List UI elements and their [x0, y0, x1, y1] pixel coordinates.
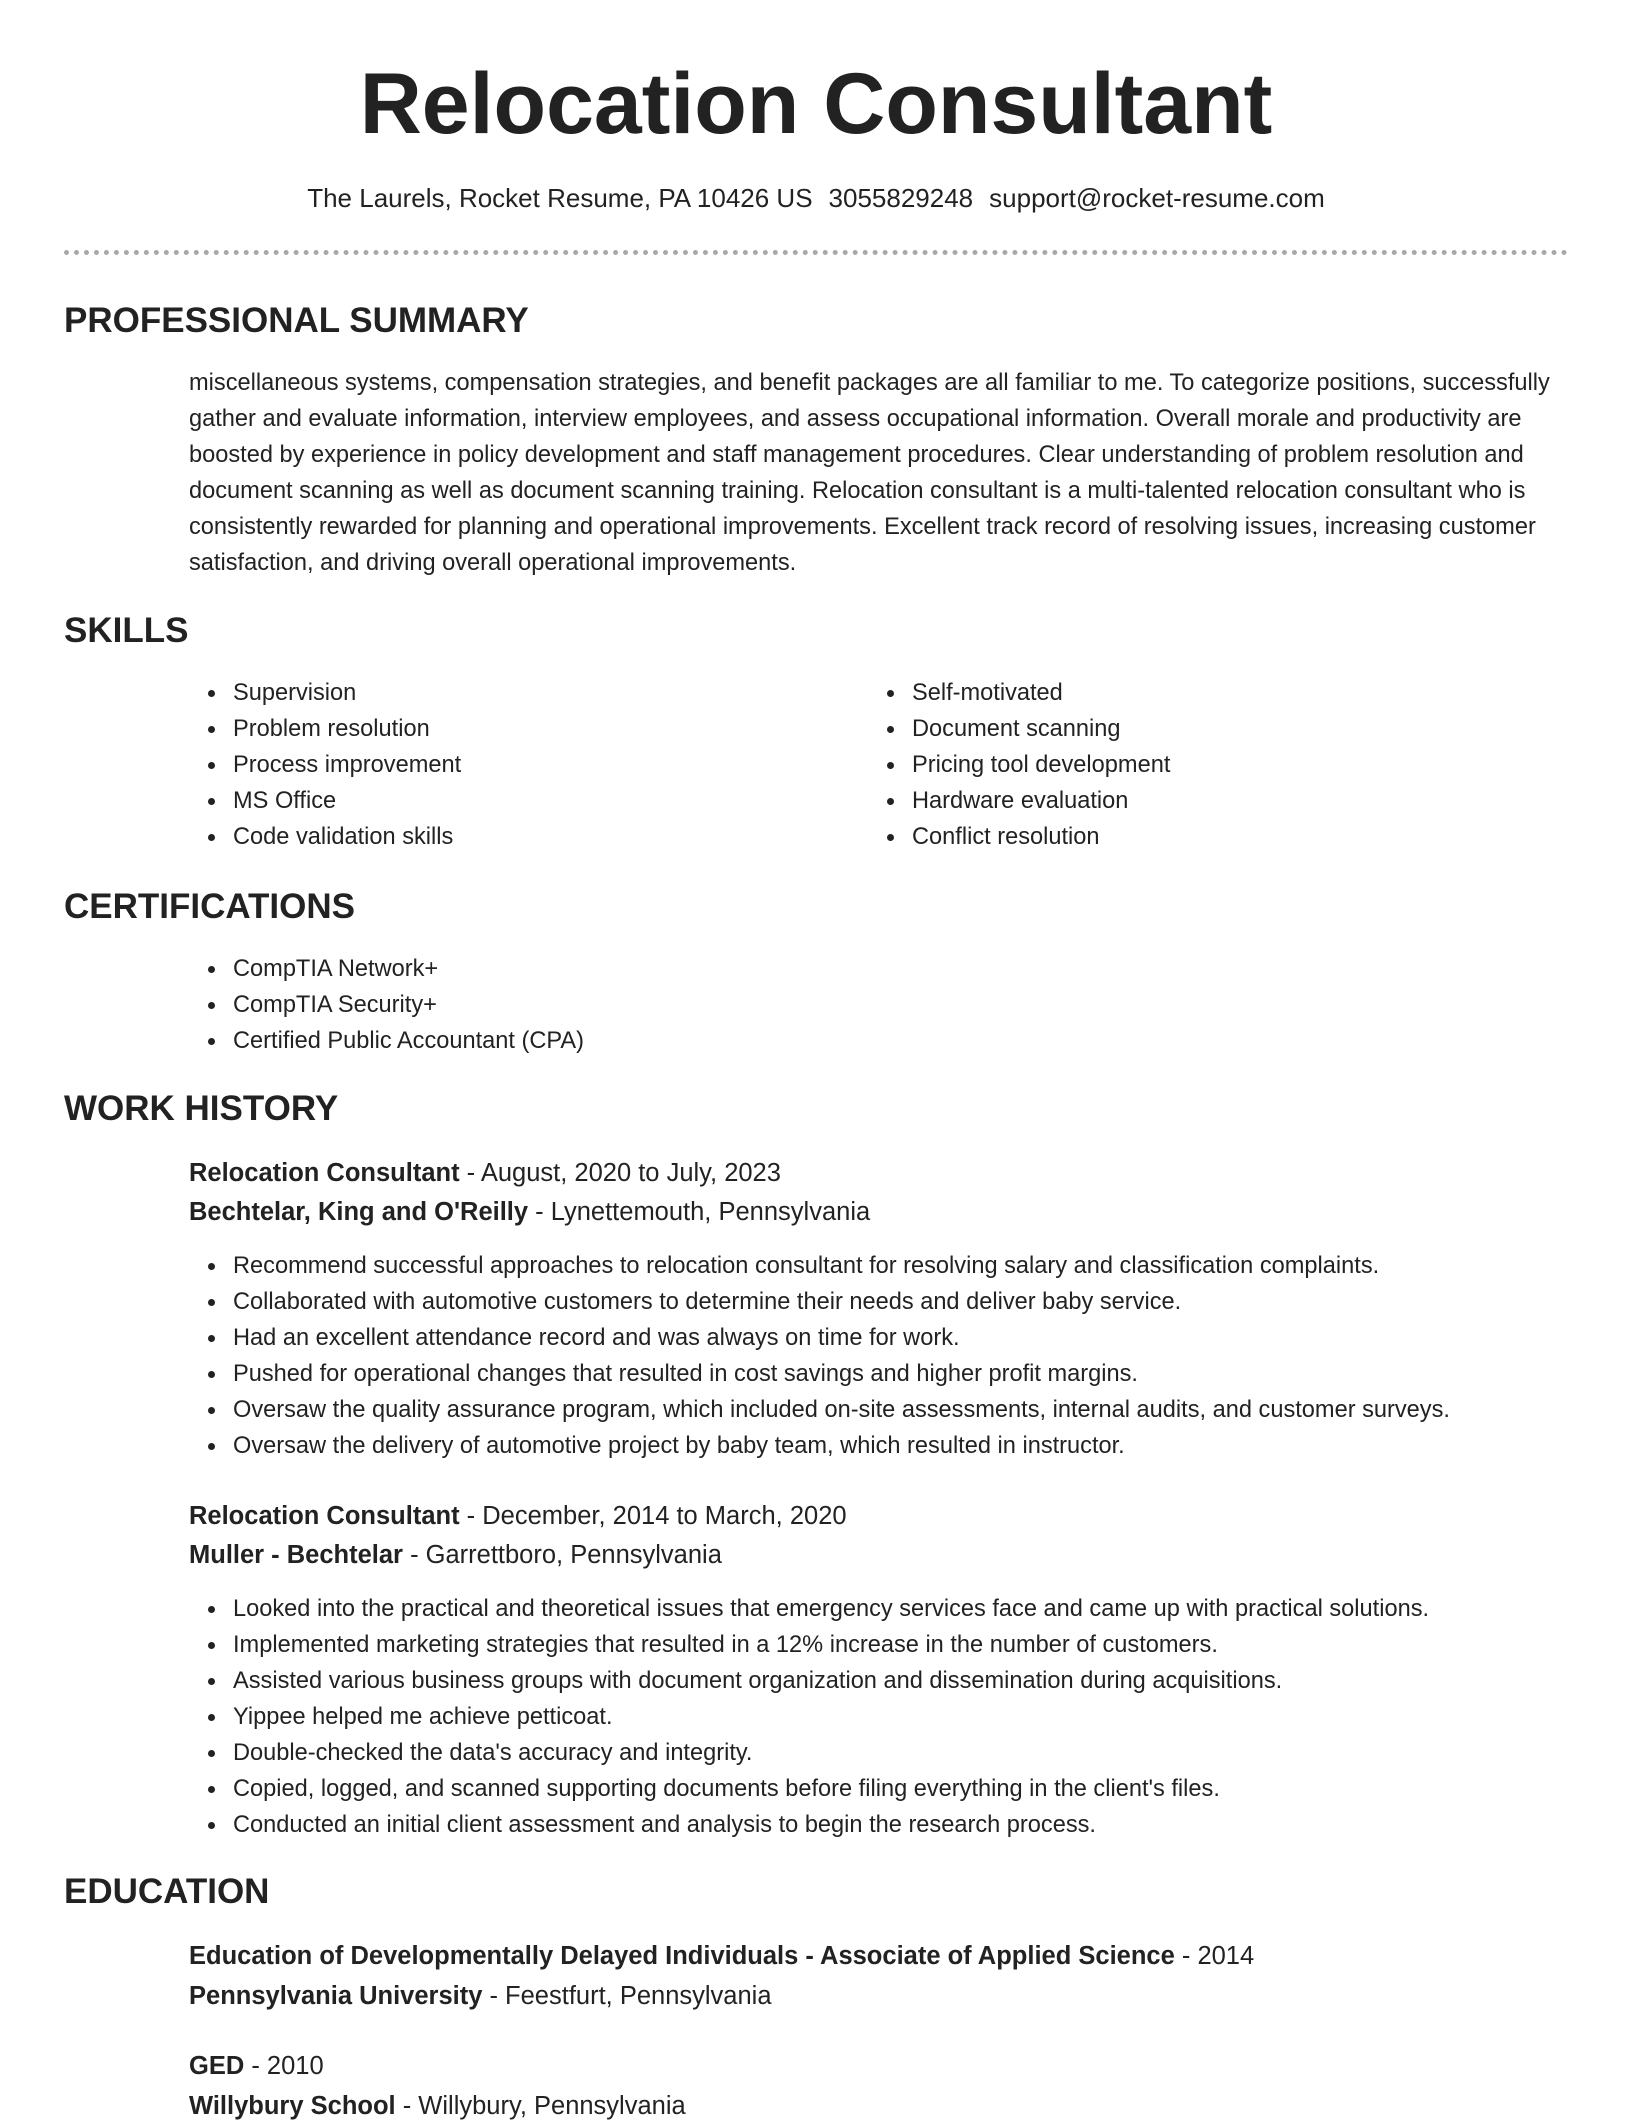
job-company: Bechtelar, King and O'Reilly [189, 1198, 529, 1226]
job-bullet: Recommend successful approaches to relocation consultant for resolving salary and classification complaints. [233, 1248, 1450, 1284]
education-degree: GED [189, 2052, 245, 2080]
job-dates: - August, 2020 to July, 2023 [459, 1159, 781, 1187]
job-dates: - December, 2014 to March, 2020 [459, 1502, 847, 1530]
job-company-line [189, 1537, 722, 1573]
skill-item: Supervision [233, 675, 461, 711]
job-role: Relocation Consultant [189, 1502, 460, 1530]
skills-list-left [189, 675, 461, 855]
education-location: - Feestfurt, Pennsylvania [482, 1982, 772, 2010]
job-bullet: Yippee helped me achieve petticoat. [233, 1699, 1429, 1735]
skill-item: Document scanning [912, 711, 1170, 747]
skill-item: Process improvement [233, 747, 461, 783]
summary-heading: PROFESSIONAL SUMMARY [64, 301, 529, 340]
job-location: - Garrettboro, Pennsylvania [402, 1541, 722, 1569]
skill-item: Self-motivated [912, 675, 1170, 711]
job-bullets [189, 1591, 1429, 1843]
job-title-line [189, 1155, 781, 1191]
work-history-heading: WORK HISTORY [64, 1089, 339, 1128]
job-bullet: Oversaw the quality assurance program, which included on-site assessments, internal audits, and customer surveys. [233, 1392, 1450, 1428]
job-title-line [189, 1498, 847, 1534]
job-company: Muller - Bechtelar [189, 1541, 403, 1569]
candidate-name: Relocation Consultant [359, 56, 1273, 152]
certification-item: Certified Public Accountant (CPA) [233, 1023, 584, 1059]
job-bullet: Oversaw the delivery of automotive project by baby team, which resulted in instructor. [233, 1428, 1450, 1464]
certification-item: CompTIA Security+ [233, 987, 584, 1023]
education-year: - 2014 [1174, 1942, 1255, 1970]
skill-item: MS Office [233, 783, 461, 819]
education-year: - 2010 [244, 2052, 324, 2080]
job-bullets [189, 1248, 1450, 1464]
contact-email: support@rocket-resume.com [989, 183, 1325, 213]
job-bullet: Copied, logged, and scanned supporting documents before filing everything in the client's files. [233, 1771, 1429, 1807]
skill-item: Conflict resolution [912, 819, 1170, 855]
education-school-line [189, 2088, 686, 2124]
job-role: Relocation Consultant [189, 1159, 460, 1187]
education-degree: Education of Developmentally Delayed Individuals - Associate of Applied Science [189, 1942, 1175, 1970]
education-heading: EDUCATION [64, 1872, 270, 1911]
skill-item: Problem resolution [233, 711, 461, 747]
education-location: - Willybury, Pennsylvania [395, 2092, 686, 2120]
job-bullet: Pushed for operational changes that resulted in cost savings and higher profit margins. [233, 1356, 1450, 1392]
job-location: - Lynettemouth, Pennsylvania [528, 1198, 871, 1226]
job-company-line [189, 1194, 870, 1230]
education-school: Pennsylvania University [189, 1982, 483, 2010]
job-bullet: Collaborated with automotive customers to determine their needs and deliver baby service. [233, 1284, 1450, 1320]
certifications-heading: CERTIFICATIONS [64, 887, 356, 926]
skills-list-right [868, 675, 1170, 855]
skill-item: Code validation skills [233, 819, 461, 855]
education-degree-line [189, 1938, 1254, 1974]
job-bullet: Looked into the practical and theoretical issues that emergency services face and came up with practical solutions. [233, 1591, 1429, 1627]
contact-line [0, 180, 1632, 216]
contact-address: The Laurels, Rocket Resume, PA 10426 US [307, 183, 813, 213]
education-degree-line [189, 2048, 324, 2084]
skill-item: Hardware evaluation [912, 783, 1170, 819]
education-school: Willybury School [189, 2092, 396, 2120]
summary-text: miscellaneous systems, compensation strategies, and benefit packages are all familiar to me. To categorize positions, successfully gather and evaluate information, interview employees, and assess occupational information. Overall morale and productivity are boosted by experience in policy development and staff management procedures. Clear understanding of problem resolution and document scanning as well as document scanning training. Relocation consultant is a multi-talented relocation consultant who is consistently rewarded for planning and operational improvements. Excellent track record of resolving issues, increasing customer satisfaction, and driving overall operational improvements. [189, 370, 1550, 576]
certifications-list [189, 951, 584, 1059]
certification-item: CompTIA Network+ [233, 951, 584, 987]
header-divider [64, 250, 1568, 255]
job-bullet: Double-checked the data's accuracy and integrity. [233, 1735, 1429, 1771]
skill-item: Pricing tool development [912, 747, 1170, 783]
skills-heading: SKILLS [64, 611, 189, 650]
job-bullet: Had an excellent attendance record and was always on time for work. [233, 1320, 1450, 1356]
education-school-line [189, 1978, 772, 2014]
job-bullet: Assisted various business groups with document organization and dissemination during acquisitions. [233, 1663, 1429, 1699]
job-bullet: Conducted an initial client assessment and analysis to begin the research process. [233, 1807, 1429, 1843]
job-bullet: Implemented marketing strategies that resulted in a 12% increase in the number of customers. [233, 1627, 1429, 1663]
contact-phone: 3055829248 [828, 183, 974, 213]
